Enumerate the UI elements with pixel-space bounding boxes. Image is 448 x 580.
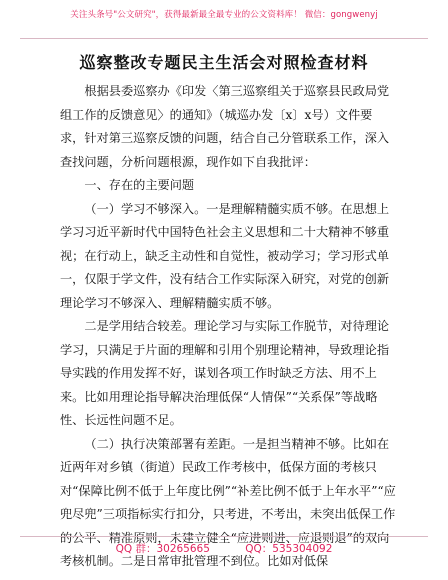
document-title: 巡察整改专题民主生活会对照检查材料: [79, 53, 369, 72]
body-paragraph: （一）学习不够深入。一是理解精髓实质不够。在思想上学习习近平新时代中国特色社会主义思想和二十大精神不够重视；在行动上，缺乏主动性和自觉性，被动学习；学习形式单一，仅限于学文件，没有结合工作实际深入研究，对党的创新理论学习不够深入、理解精髓实质不够。: [60, 201, 390, 310]
body-paragraph: 二是学用结合较差。理论学习与实际工作脱节，对待理论学习，只满足于片面的理解和引用个别理论精神，导致理论指导实践的作用发挥不好，谋划各项工作时缺乏方法、用不上来。比如用理论指导解决治理低保“人情保”“关系保”等战略性、长远性问题不足。: [60, 319, 390, 427]
footer: [0, 541, 448, 556]
footer-divider: [20, 536, 428, 537]
section-heading: 一、存在的主要问题: [84, 178, 195, 192]
body-paragraph: （二）执行决策部署有差距。一是担当精神不够。比如在近两年对乡镇（街道）民政工作考核中，低保方面的考核只对“保障比例不低于上年度比例”“补差比例不低于上年水平”“应兜尽兜”三项指标实行扣分，只考进，不考出，未突出低保工作的公平、精准原则，未建立健全“应进则进、应退则退”的双向考核机制。二是日常审批管理不到位。比如对低保: [60, 436, 396, 568]
footer-qq-group: QQ 群：30265665: [115, 543, 210, 555]
header-divider: [20, 38, 428, 39]
header-banner: 关注头条号"公文研究"，获得最新最全最专业的公文资料库！ 微信：gongwenyj: [70, 10, 378, 20]
document-body: [60, 80, 396, 574]
intro-paragraph: 根据县委巡察办《印发〈第三巡察组关于巡察县民政局党组工作的反馈意见〉的通知》（城巡办发〔x〕x号）文件要求，针对第三巡察反馈的问题，结合自己分管联系工作，深入查找问题，分析问题根源，现作如下自我批评：: [60, 84, 390, 169]
footer-qq: QQ：535304092: [245, 543, 333, 555]
